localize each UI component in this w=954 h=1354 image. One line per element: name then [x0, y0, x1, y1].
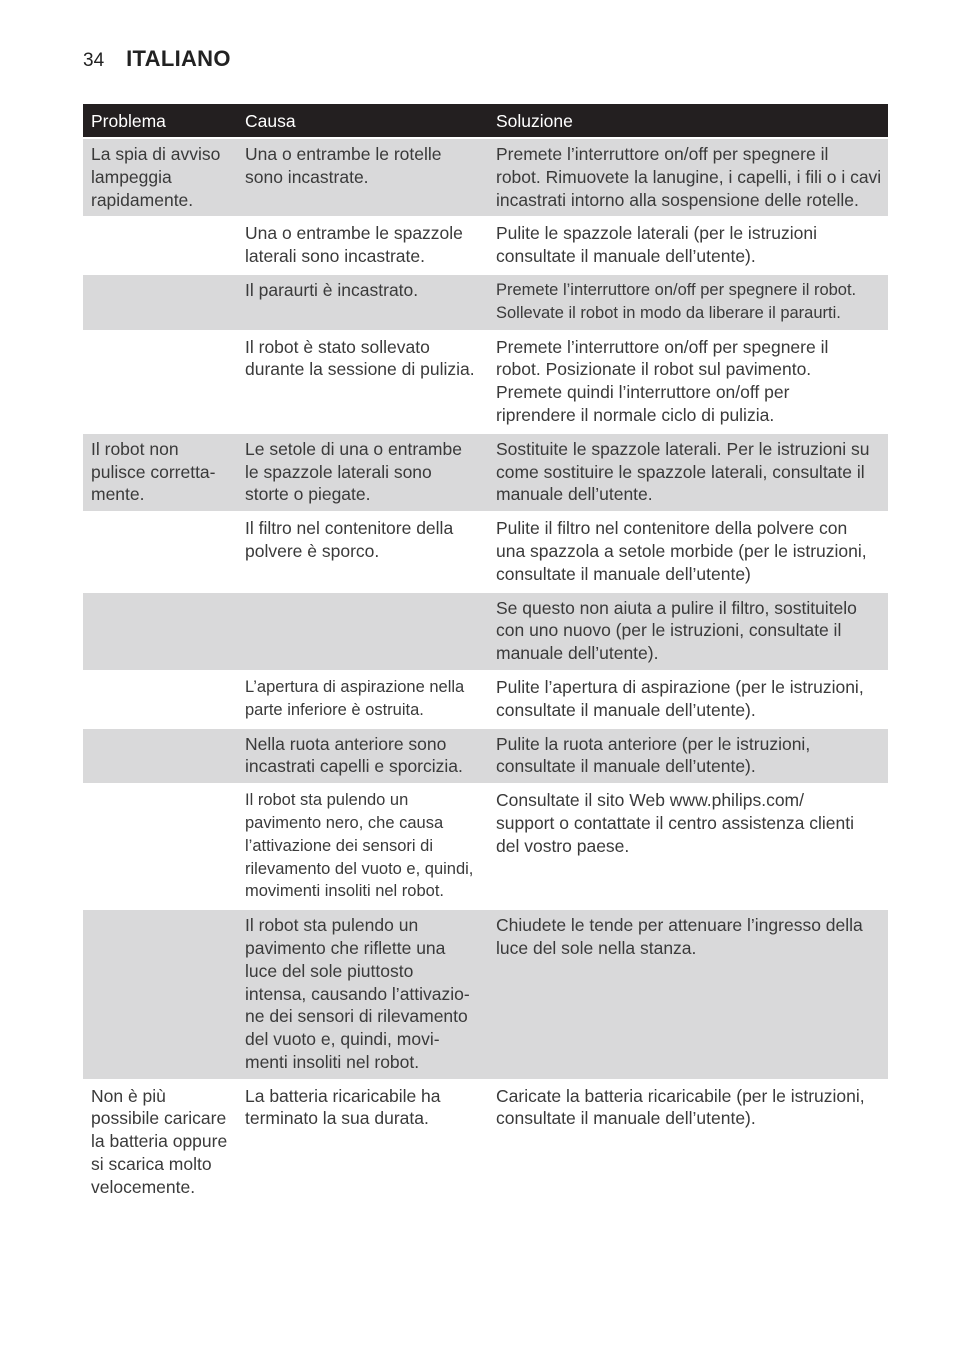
cause-cell: Le setole di una o entrambe le spazzole laterali sono storte o piegate. [237, 433, 488, 512]
problem-cell [83, 909, 237, 1080]
language-title: ITALIANO [126, 46, 231, 71]
table-row [83, 512, 888, 591]
cause-cell: Una o entrambe le spazzole laterali sono incastrate. [237, 217, 488, 274]
cause-cell: L’apertura di aspirazione nella parte inferiore è ostruita. [237, 671, 488, 728]
problem-cell [83, 592, 237, 671]
solution-cell: Consultate il sito Web www.philips.com/ support o contattate il centro assistenza clienti del vostro paese. [488, 784, 888, 909]
solution-cell: Sostituite le spazzole laterali. Per le istruzioni su come sostituire le spazzole laterali, consultate il manuale dell’utente. [488, 433, 888, 512]
cause-cell: Il robot sta pulendo un pavimento che riflette una luce del sole piuttosto intensa, causando l’attivazio- ne dei sensori di rilevamento del vuoto e, quindi, movi- menti insoliti nel robot. [237, 909, 488, 1080]
table-row [83, 671, 888, 728]
solution-cell: Premete l’interruttore on/off per spegnere il robot. Sollevate il robot in modo da liberare il paraurti. [488, 274, 888, 331]
table-row [83, 592, 888, 671]
problem-cell: La spia di avviso lampeggia rapidamente. [83, 138, 237, 217]
solution-cell: Pulite il filtro nel contenitore della polvere con una spazzola a setole morbide (per le istruzioni, consultate il manuale dell’utente) [488, 512, 888, 591]
solution-cell: Pulite la ruota anteriore (per le istruzioni, consultate il manuale dell’utente). [488, 728, 888, 785]
solution-cell: Pulite l’apertura di aspirazione (per le istruzioni, consultate il manuale dell’utente). [488, 671, 888, 728]
table-row [83, 433, 888, 512]
table-row [83, 138, 888, 217]
cause-cell: Una o entrambe le rotelle sono incastrate. [237, 138, 488, 217]
header-row [83, 104, 888, 138]
cause-cell [237, 592, 488, 671]
table-row [83, 784, 888, 909]
page-number: 34 [83, 50, 105, 71]
problem-cell [83, 671, 237, 728]
column-header-cause: Causa [237, 104, 488, 138]
problem-cell: Il robot non pulisce corretta- mente. [83, 433, 237, 512]
cause-cell: Il filtro nel contenitore della polvere è sporco. [237, 512, 488, 591]
solution-cell: Se questo non aiuta a pulire il filtro, sostituitelo con uno nuovo (per le istruzioni, consultate il manuale dell’utente). [488, 592, 888, 671]
problem-cell [83, 784, 237, 909]
cause-cell: La batteria ricaricabile ha terminato la sua durata. [237, 1080, 488, 1204]
cause-cell: Nella ruota anteriore sono incastrati capelli e sporcizia. [237, 728, 488, 785]
solution-cell: Pulite le spazzole laterali (per le istruzioni consultate il manuale dell’utente). [488, 217, 888, 274]
page-header [83, 46, 231, 72]
solution-cell: Premete l’interruttore on/off per spegnere il robot. Posizionate il robot sul pavimento. Premete quindi l’interruttore on/off per riprendere il normale ciclo di pulizia. [488, 331, 888, 433]
solution-cell: Premete l’interruttore on/off per spegnere il robot. Rimuovete la lanugine, i capelli, i fili o i cavi incastrati intorno alla sospensione delle rotelle. [488, 138, 888, 217]
solution-cell: Chiudete le tende per attenuare l’ingresso della luce del sole nella stanza. [488, 909, 888, 1080]
column-header-solution: Soluzione [488, 104, 888, 138]
cause-cell: Il robot sta pulendo un pavimento nero, che causa l’attivazione dei sensori di rilevamento del vuoto e, quindi, movimenti insoliti nel robot. [237, 784, 488, 909]
table-row [83, 1080, 888, 1204]
problem-cell [83, 331, 237, 433]
problem-cell: Non è più possibile caricare la batteria oppure si scarica molto velocemente. [83, 1080, 237, 1204]
problem-cell [83, 728, 237, 785]
table-body [83, 138, 888, 1204]
table-row [83, 728, 888, 785]
column-header-problem: Problema [83, 104, 237, 138]
problem-cell [83, 512, 237, 591]
troubleshooting-table [83, 104, 888, 1204]
table-row [83, 274, 888, 331]
cause-cell: Il robot è stato sollevato durante la sessione di pulizia. [237, 331, 488, 433]
problem-cell [83, 274, 237, 331]
problem-cell [83, 217, 237, 274]
table-row [83, 909, 888, 1080]
table-row [83, 217, 888, 274]
table-row [83, 331, 888, 433]
solution-cell: Caricate la batteria ricaricabile (per le istruzioni, consultate il manuale dell’utente). [488, 1080, 888, 1204]
table-header [83, 104, 888, 138]
cause-cell: Il paraurti è incastrato. [237, 274, 488, 331]
